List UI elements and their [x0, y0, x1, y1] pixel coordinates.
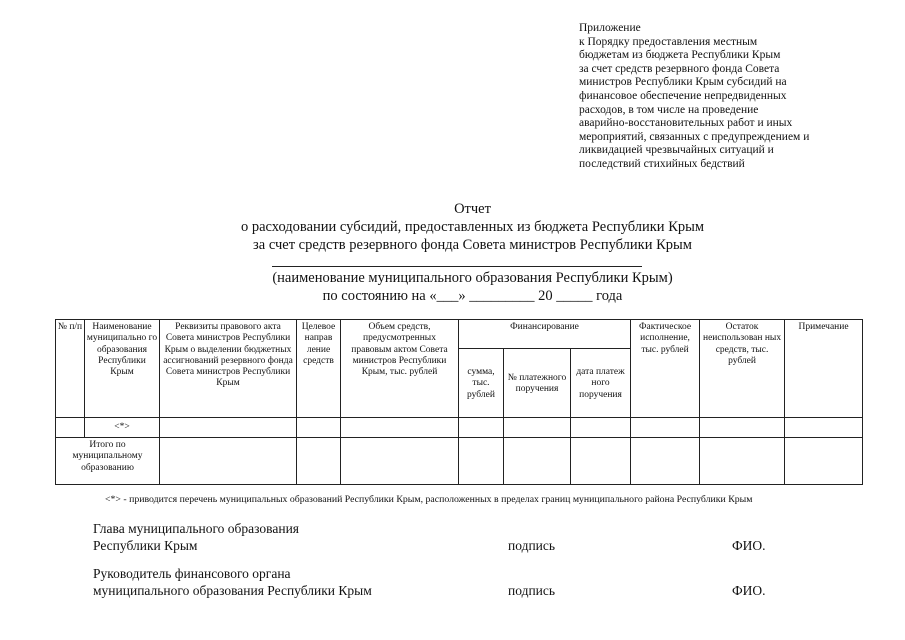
appendix-line: расходов, в том числе на проведение: [579, 103, 759, 116]
header-fin-order-num: № платежного поручения: [504, 349, 571, 418]
header-num: № п/п: [56, 320, 85, 418]
table-cell: [160, 418, 297, 438]
fio-label: ФИО.: [732, 583, 766, 598]
municipality-block: [0, 269, 905, 305]
date-line: по состоянию на «___» _________ 20 _____ года: [322, 288, 623, 304]
appendix-line: к Порядку предоставления местным: [579, 35, 758, 48]
header-fin-order-date: дата платеж ного поручения: [571, 349, 631, 418]
appendix-line: последствий стихийных бедствий: [579, 157, 745, 170]
municipality-caption: (наименование муниципального образования Республики Крым): [272, 270, 673, 286]
signature-title-line: Глава муниципального образования: [93, 521, 300, 536]
header-row: [56, 320, 863, 349]
table-cell: [571, 418, 631, 438]
appendix-line: аварийно-восстановительных работ и иных: [579, 117, 793, 130]
title-line-1: Отчет: [454, 201, 491, 217]
title-line-2: о расходовании субсидий, предоставленных из бюджета Республики Крым: [240, 219, 705, 235]
table-cell: [700, 438, 785, 485]
header-note: Примечание: [785, 320, 863, 418]
appendix-block: [579, 22, 879, 172]
header-purpose: Целевое направ ление средств: [297, 320, 341, 418]
table-cell: [459, 438, 504, 485]
table-cell: [504, 438, 571, 485]
appendix-line: бюджетам из бюджета Республики Крым: [579, 49, 781, 62]
signature-label: подпись: [508, 538, 556, 553]
table-cell: [297, 438, 341, 485]
signature-title-finance: [93, 565, 372, 599]
table-cell: [341, 418, 459, 438]
table-cell: [785, 418, 863, 438]
table-cell: [459, 418, 504, 438]
table-row-total: [56, 438, 863, 485]
fio-label: ФИО.: [732, 538, 766, 553]
header-actual: Фактическое исполнение, тыс. рублей: [631, 320, 700, 418]
appendix-line: Приложение: [579, 22, 641, 34]
header-remainder: Остаток неиспользован ных средств, тыс. рублей: [700, 320, 785, 418]
header-financing: Финансирование: [459, 320, 631, 349]
signature-title-head: [93, 520, 299, 554]
signature-title-line: Руководитель финансового органа: [93, 566, 291, 581]
report-title: [0, 200, 905, 254]
appendix-line: ликвидацией чрезвычайных ситуаций и: [579, 144, 774, 157]
header-fin-sum: сумма, тыс. рублей: [459, 349, 504, 418]
table-cell: [160, 438, 297, 485]
appendix-line: мероприятий, связанных с предупреждением и: [579, 130, 810, 143]
table-cell: [785, 438, 863, 485]
signature-title-line: Республики Крым: [93, 538, 198, 553]
municipality-underline: [272, 266, 642, 267]
table-cell: [700, 418, 785, 438]
header-name: Наименование муниципально го образования Республики Крым: [85, 320, 160, 418]
footnote: <*> - приводится перечень муниципальных образований Республики Крым, расположенных в пределах границ муниципального района Республики Крым: [105, 494, 753, 505]
signature-title-line: муниципального образования Республики Крым: [93, 583, 372, 598]
header-requisites: Реквизиты правового акта Совета министров Республики Крым о выделении бюджетных ассигнований резервного фонда Совета министров Республики Крым: [160, 320, 297, 418]
table-row: [56, 418, 863, 438]
report-table: [55, 319, 863, 485]
table-cell: [631, 418, 700, 438]
appendix-line: министров Республики Крым субсидий на: [579, 76, 787, 89]
table-cell: [297, 418, 341, 438]
row-marker: <*>: [85, 418, 160, 438]
total-label: Итого по муниципальному образованию: [56, 438, 160, 485]
title-line-3: за счет средств резервного фонда Совета министров Республики Крым: [253, 237, 692, 253]
table-cell: [341, 438, 459, 485]
header-volume: Объем средств, предусмотренных правовым актом Совета министров Республики Крым, тыс. рублей: [341, 320, 459, 418]
appendix-line: за счет средств резервного фонда Совета: [579, 62, 780, 75]
table-cell: [631, 438, 700, 485]
table-cell: [504, 418, 571, 438]
appendix-line: финансовое обеспечение непредвиденных: [579, 89, 787, 102]
signature-label: подпись: [508, 583, 556, 598]
table-cell: [571, 438, 631, 485]
table-cell: [56, 418, 85, 438]
